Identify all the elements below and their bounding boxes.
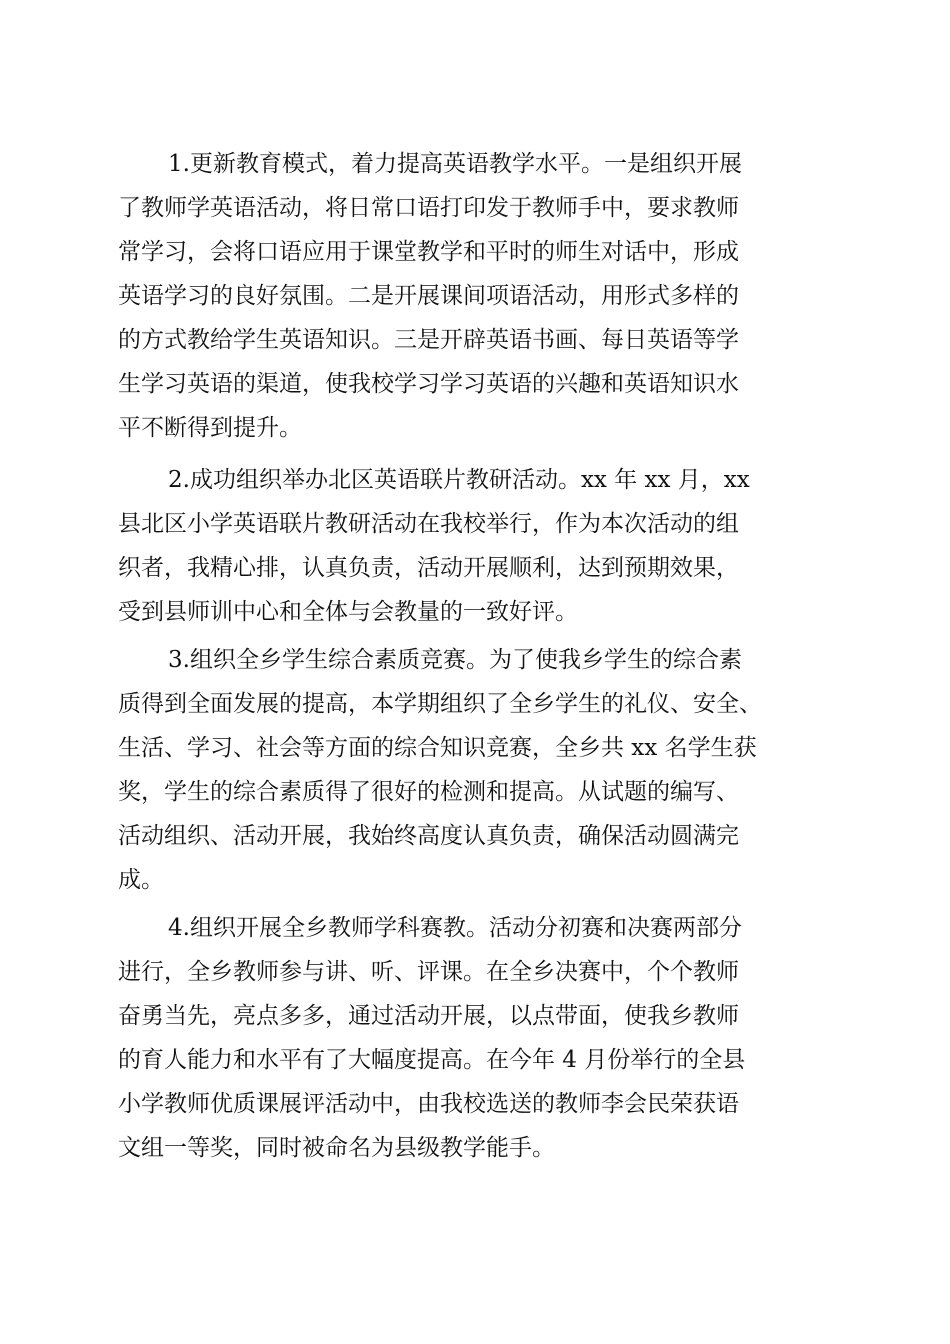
paragraph-2-line-3: 织者，我精心排，认真负责，活动开展顺利，达到预期效果， [118,555,739,581]
paragraph-1-line-2: 了教师学英语活动，将日常口语打印发于教师手中，要求教师 [118,195,739,221]
paragraph-1-line-4: 英语学习的良好氛围。二是开展课间项语活动，用形式多样的 [118,283,739,309]
paragraph-3-line-4: 奖，学生的综合素质得了很好的检测和提高。从试题的编写、 [118,779,739,805]
paragraph-1-line-6: 生学习英语的渠道，使我校学习学习英语的兴趣和英语知识水 [118,371,739,397]
paragraph-4-line-4: 的育人能力和水平有了大幅度提高。在今年 4 月份举行的全县 [118,1047,746,1073]
paragraph-3-line-1: 3.组织全乡学生综合素质竞赛。为了使我乡学生的综合素 [168,647,742,673]
paragraph-4-line-1: 4.组织开展全乡教师学科赛教。活动分初赛和决赛两部分 [168,915,742,941]
paragraph-1-line-3: 常学习，会将口语应用于课堂教学和平时的师生对话中，形成 [118,239,739,265]
paragraph-2-line-1: 2.成功组织举办北区英语联片教研活动。xx 年 xx 月，xx [168,467,750,493]
paragraph-1-line-7: 平不断得到提升。 [118,415,302,441]
paragraph-4-line-3: 奋勇当先，亮点多多，通过活动开展，以点带面，使我乡教师 [118,1003,739,1029]
paragraph-2-line-4: 受到县师训中心和全体与会教量的一致好评。 [118,599,578,625]
paragraph-4-line-2: 进行，全乡教师参与讲、听、评课。在全乡决赛中，个个教师 [118,959,739,985]
paragraph-3-line-3: 生活、学习、社会等方面的综合知识竞赛，全乡共 xx 名学生获 [118,735,757,761]
paragraph-3-line-2: 质得到全面发展的提高，本学期组织了全乡学生的礼仪、安全、 [118,691,762,717]
paragraph-3-line-6: 成。 [118,867,164,893]
paragraph-3-line-5: 活动组织、活动开展，我始终高度认真负责，确保活动圆满完 [118,823,739,849]
paragraph-1-line-1: 1.更新教育模式，着力提高英语教学水平。一是组织开展 [168,151,742,177]
paragraph-4-line-5: 小学教师优质课展评活动中，由我校选送的教师李会民荣获语 [118,1091,739,1117]
paragraph-2-line-2: 县北区小学英语联片教研活动在我校举行，作为本次活动的组 [118,511,739,537]
paragraph-4-line-6: 文组一等奖，同时被命名为县级教学能手。 [118,1135,555,1161]
paragraph-1-line-5: 的方式教给学生英语知识。三是开辟英语书画、每日英语等学 [118,327,739,353]
